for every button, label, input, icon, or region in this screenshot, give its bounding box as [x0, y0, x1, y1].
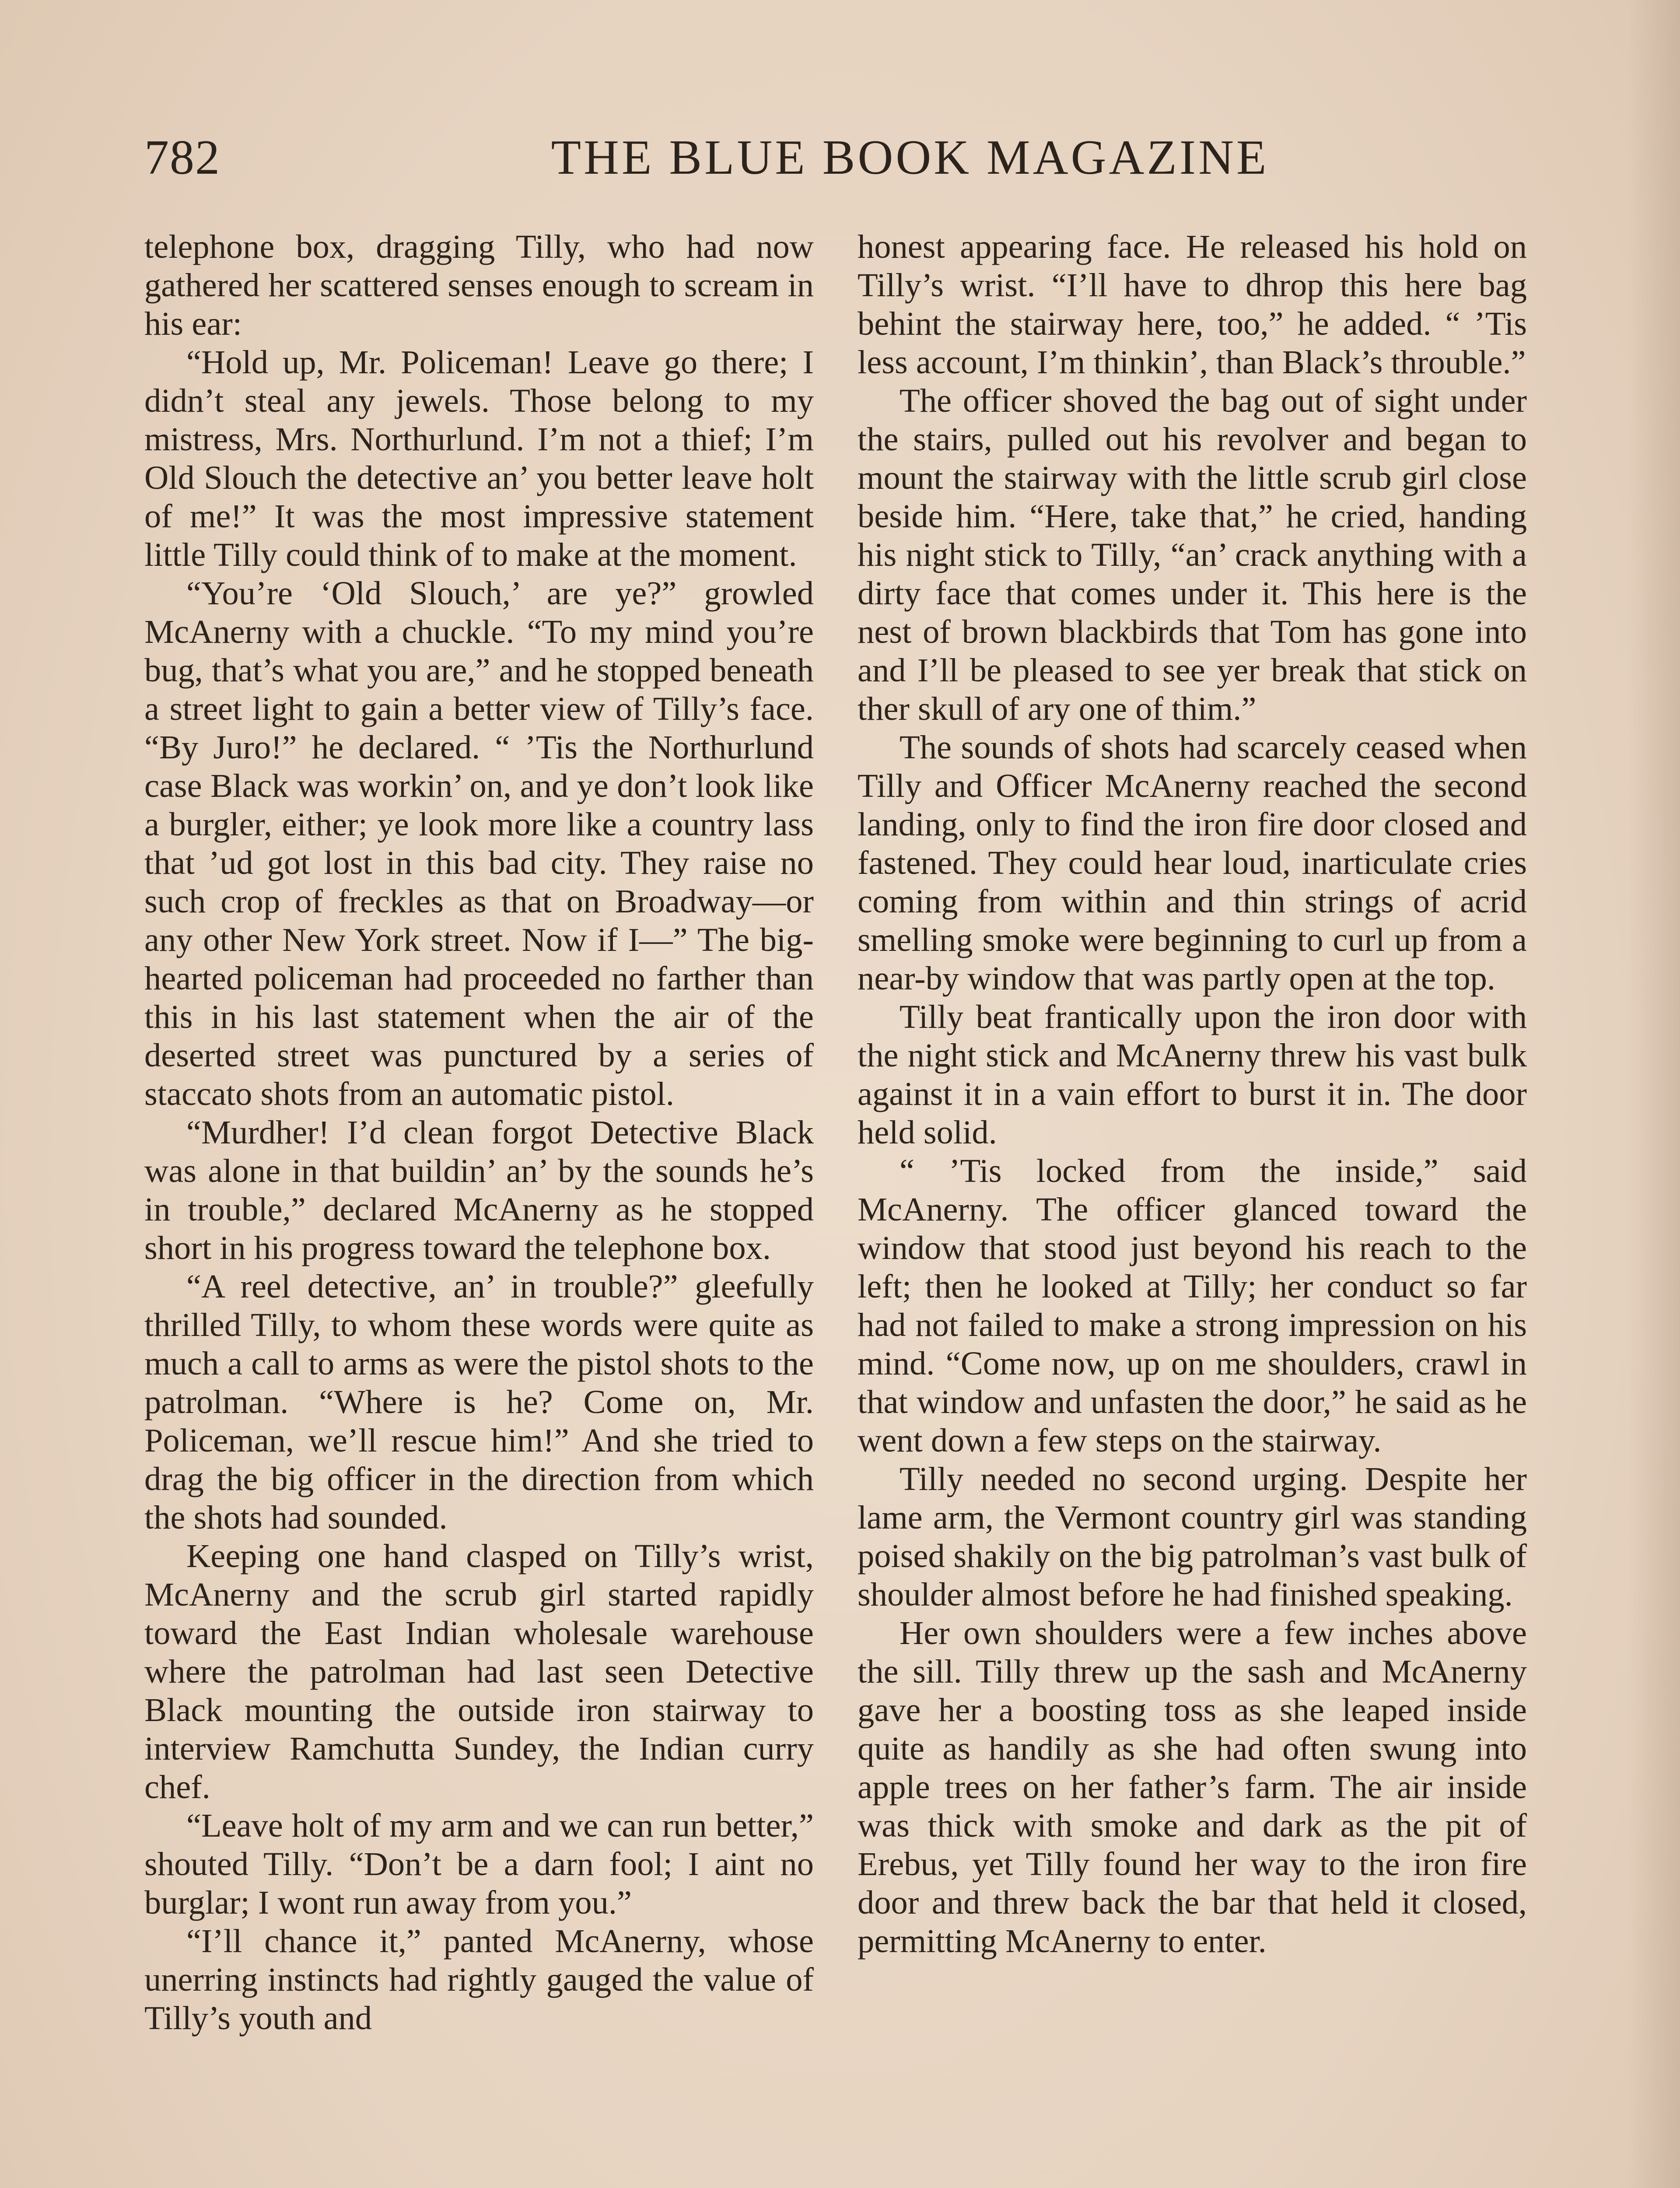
paragraph: “I’ll chance it,” panted McAnerny, whose unerring instincts had rightly gauged the value of Tilly’s youth and: [144, 1922, 814, 2037]
page-number: 782: [144, 130, 220, 185]
paragraph: Her own shoulders were a few inches above the sill. Tilly threw up the sash and McAnerny gave her a boosting toss as she leaped inside quite as handily as she had often swung into apple trees on her father’s farm. The air inside was thick with smoke and dark as the pit of Erebus, yet Tilly found her way to the iron fire door and threw back the bar that held it closed, permitting McAnerny to enter.: [858, 1614, 1527, 1960]
paragraph: The sounds of shots had scarcely ceased when Tilly and Officer McAnerny reached the second landing, only to find the iron fire door closed and fastened. They could hear loud, inarticulate cries coming from within and thin strings of acrid smelling smoke were beginning to curl up from a near-by window that was partly open at the top.: [858, 729, 1527, 997]
paragraph: “Hold up, Mr. Policeman! Leave go there; I didn’t steal any jewels. Those belong to my mistress, Mrs. Northurlund. I’m not a thief; I’m Old Slouch the detective an’ you better leave holt of me!” It was the most impressive statement little Tilly could think of to make at the moment.: [144, 344, 814, 573]
paragraph: “Murdher! I’d clean forgot Detective Black was alone in that buildin’ an’ by the sounds he’s in trouble,” declared McAnerny as he stopped short in his progress toward the telephone box.: [144, 1114, 814, 1266]
paragraph: Tilly needed no second urging. Despite her lame arm, the Vermont country girl was standing poised shakily on the big patrolman’s vast bulk of shoulder almost before he had finished speaking.: [858, 1460, 1527, 1613]
page-edge-shadow: [1628, 0, 1680, 2188]
paragraph: “You’re ‘Old Slouch,’ are ye?” growled McAnerny with a chuckle. “To my mind you’re bug, that’s what you are,” and he stopped beneath a street light to gain a better view of Tilly’s face. “By Juro!” he declared. “ ’Tis the Northurlund case Black was workin’ on, and ye don’t look like a burgler, either; ye look more like a country lass that ’ud got lost in this bad city. They raise no such crop of freckles as that on Broadway—or any other New York street. Now if I—” The big-hearted policeman had proceeded no farther than this in his last statement when the air of the deserted street was punctured by a series of staccato shots from an automatic pistol.: [144, 575, 814, 1112]
paragraph: “A reel detective, an’ in trouble?” gleefully thrilled Tilly, to whom these words were quite as much a call to arms as were the pistol shots to the patrolman. “Where is he? Come on, Mr. Policeman, we’ll rescue him!” And she tried to drag the big officer in the direction from which the shots had sounded.: [144, 1268, 814, 1536]
paragraph: Keeping one hand clasped on Tilly’s wrist, McAnerny and the scrub girl started rapidly toward the East Indian wholesale warehouse where the patrolman had last seen Detective Black mounting the outside iron stairway to interview Ramchutta Sundey, the Indian curry chef.: [144, 1537, 814, 1806]
left-text-column: [144, 228, 814, 2037]
paragraph: “Leave holt of my arm and we can run better,” shouted Tilly. “Don’t be a darn fool; I aint no burglar; I wont run away from you.”: [144, 1807, 814, 1921]
right-text-column: [858, 228, 1527, 1960]
paragraph: “ ’Tis locked from the inside,” said McAnerny. The officer glanced toward the window that stood just beyond his reach to the left; then he looked at Tilly; her conduct so far had not failed to make a strong impression on his mind. “Come now, up on me shoulders, crawl in that window and unfasten the door,” he said as he went down a few steps on the stairway.: [858, 1152, 1527, 1459]
paragraph: honest appearing face. He released his hold on Tilly’s wrist. “I’ll have to dhrop this here bag behint the stairway here, too,” he added. “ ’Tis less account, I’m thinkin’, than Black’s throuble.”: [858, 228, 1527, 381]
paragraph: Tilly beat frantically upon the iron door with the night stick and McAnerny threw his vast bulk against it in a vain effort to burst it in. The door held solid.: [858, 998, 1527, 1151]
paragraph: The officer shoved the bag out of sight under the stairs, pulled out his revolver and began to mount the stairway with the little scrub girl close beside him. “Here, take that,” he cried, handing his night stick to Tilly, “an’ crack anything with a dirty face that comes under it. This here is the nest of brown blackbirds that Tom has gone into and I’ll be pleased to see yer break that stick on ther skull of ary one of thim.”: [858, 382, 1527, 727]
magazine-title: THE BLUE BOOK MAGAZINE: [551, 130, 1269, 185]
paragraph: telephone box, dragging Tilly, who had now gathered her scattered senses enough to scream in his ear:: [144, 228, 814, 342]
page-header: [144, 127, 1544, 188]
